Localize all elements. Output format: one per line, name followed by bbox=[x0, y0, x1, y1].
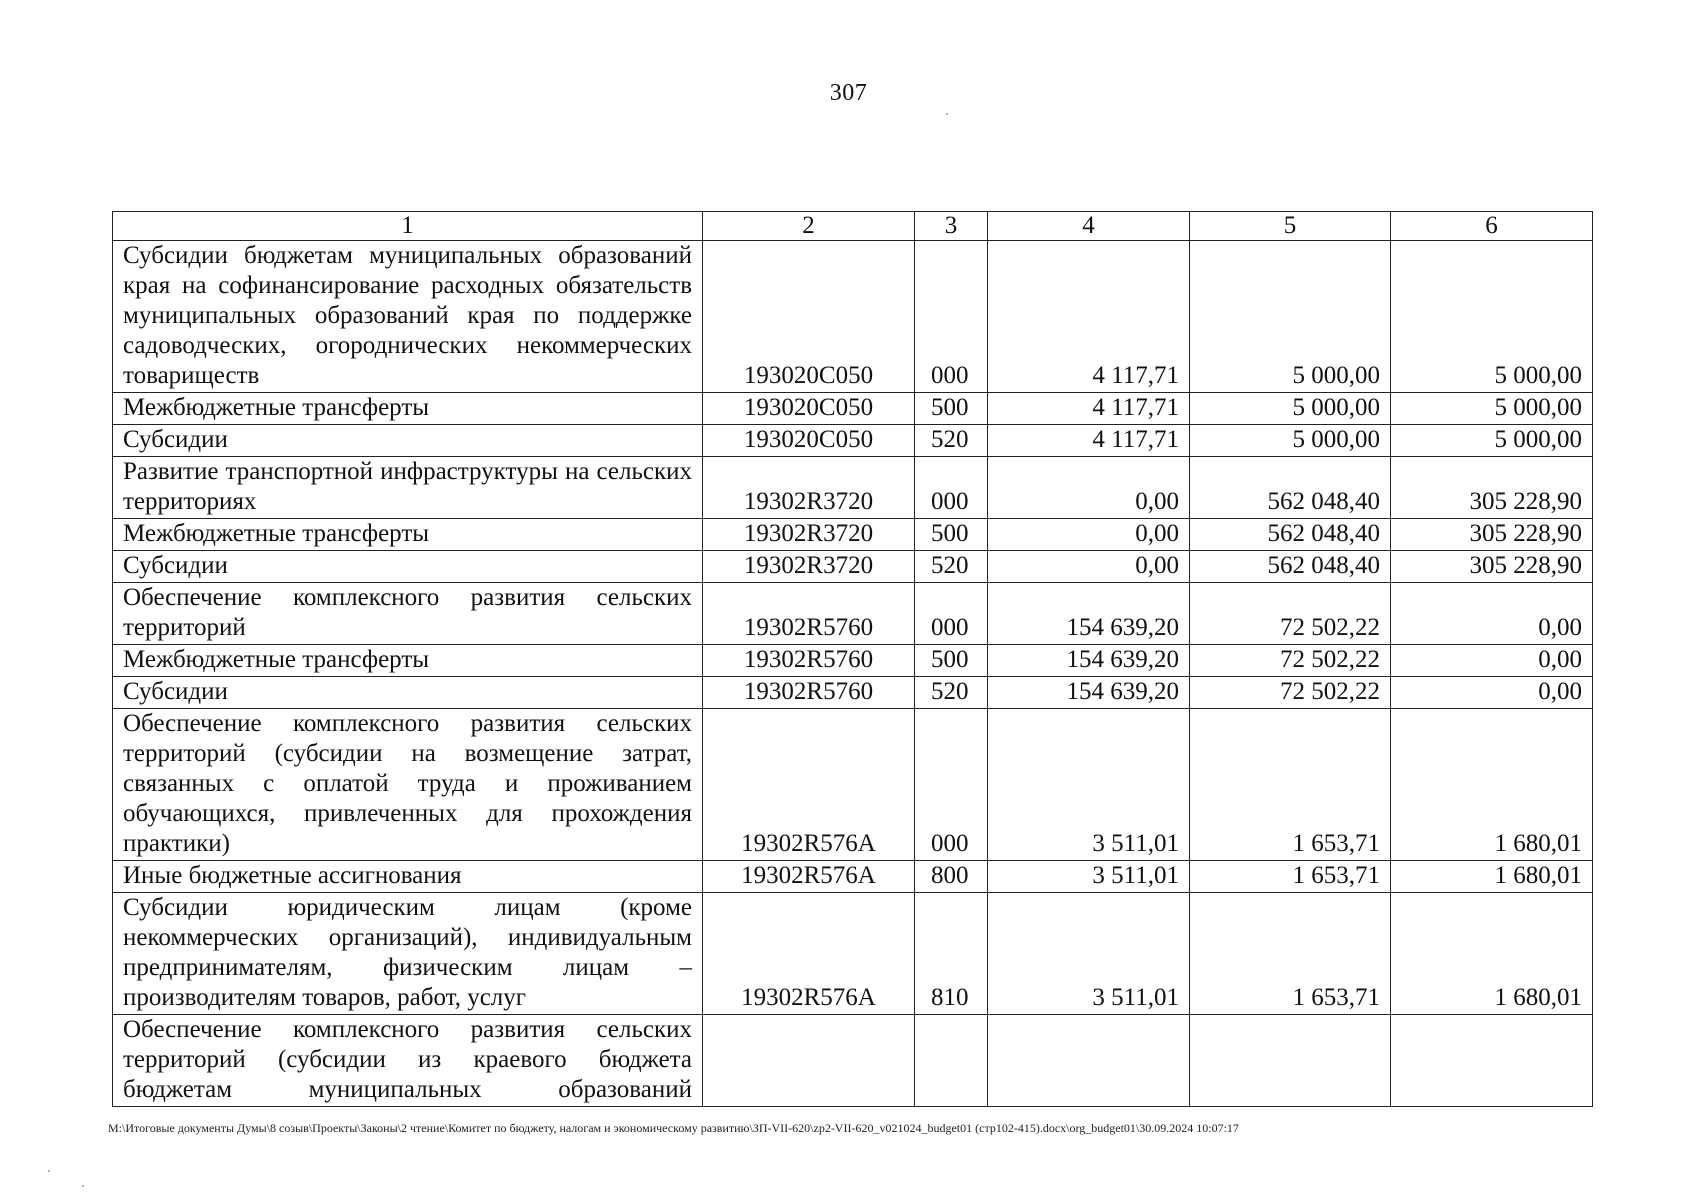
expense-type-code: 500 bbox=[915, 393, 988, 425]
expense-type-code: 000 bbox=[915, 583, 988, 645]
amount-col-6: 305 228,90 bbox=[1391, 457, 1593, 519]
table-row bbox=[113, 677, 1593, 709]
amount-col-4: 3 511,01 bbox=[988, 861, 1190, 893]
expense-name: Субсидии юридическим лицам (кроме некоммерческих организаций), индивидуальным предпринимателям, физическим лицам – производителям товаров, работ, услуг bbox=[113, 893, 703, 1015]
amount-col-5: 5 000,00 bbox=[1190, 241, 1391, 393]
amount-col-4: 4 117,71 bbox=[988, 425, 1190, 457]
amount-col-4: 154 639,20 bbox=[988, 677, 1190, 709]
amount-col-6 bbox=[1391, 1015, 1593, 1107]
amount-col-5: 72 502,22 bbox=[1190, 583, 1391, 645]
table-body bbox=[113, 212, 1593, 1107]
amount-col-6: 5 000,00 bbox=[1391, 425, 1593, 457]
target-article-code: 19302R3720 bbox=[703, 519, 915, 551]
scan-speck bbox=[946, 113, 948, 115]
expense-type-code: 500 bbox=[915, 519, 988, 551]
expense-type-code bbox=[915, 1015, 988, 1107]
amount-col-6: 5 000,00 bbox=[1391, 241, 1593, 393]
scan-speck bbox=[48, 1170, 50, 1172]
expense-type-code: 520 bbox=[915, 677, 988, 709]
expense-name: Обеспечение комплексного развития сельских территорий (субсидии на возмещение затрат, связанных с оплатой труда и проживанием обучающихся, привлеченных для прохождения практики) bbox=[113, 709, 703, 861]
expense-name: Субсидии бюджетам муниципальных образований края на софинансирование расходных обязательств муниципальных образований края по поддержке садоводческих, огороднических некоммерческих товариществ bbox=[113, 241, 703, 393]
expense-name: Субсидии bbox=[113, 425, 703, 457]
column-number-5: 5 bbox=[1190, 212, 1391, 241]
amount-col-6: 1 680,01 bbox=[1391, 861, 1593, 893]
amount-col-5: 562 048,40 bbox=[1190, 551, 1391, 583]
table-row bbox=[113, 393, 1593, 425]
target-article-code: 19302R3720 bbox=[703, 457, 915, 519]
expense-name: Межбюджетные трансферты bbox=[113, 645, 703, 677]
target-article-code bbox=[703, 1015, 915, 1107]
expense-name: Межбюджетные трансферты bbox=[113, 519, 703, 551]
expense-name: Обеспечение комплексного развития сельских территорий bbox=[113, 583, 703, 645]
target-article-code: 19302R5760 bbox=[703, 583, 915, 645]
target-article-code: 193020С050 bbox=[703, 393, 915, 425]
expense-name: Субсидии bbox=[113, 551, 703, 583]
expense-type-code: 000 bbox=[915, 457, 988, 519]
amount-col-5: 1 653,71 bbox=[1190, 861, 1391, 893]
column-number-3: 3 bbox=[915, 212, 988, 241]
document-file-path: M:\Итоговые документы Думы\8 созыв\Проекты\Законы\2 чтение\Комитет по бюджету, налогам и экономическому развитию\ЗП-VII-620\zp2-VII-620_v021024_budget01 (стр102-415).docx\org_budget01\30.09.2024 10:07:17 bbox=[108, 1121, 1239, 1135]
table-row bbox=[113, 709, 1593, 861]
table-row bbox=[113, 861, 1593, 893]
amount-col-6: 0,00 bbox=[1391, 645, 1593, 677]
target-article-code: 19302R576А bbox=[703, 709, 915, 861]
column-number-row bbox=[113, 212, 1593, 241]
amount-col-5: 72 502,22 bbox=[1190, 677, 1391, 709]
budget-table bbox=[112, 211, 1593, 1107]
amount-col-4: 0,00 bbox=[988, 519, 1190, 551]
amount-col-4: 0,00 bbox=[988, 551, 1190, 583]
amount-col-4 bbox=[988, 1015, 1190, 1107]
column-number-4: 4 bbox=[988, 212, 1190, 241]
amount-col-5: 5 000,00 bbox=[1190, 425, 1391, 457]
expense-name: Иные бюджетные ассигнования bbox=[113, 861, 703, 893]
amount-col-6: 305 228,90 bbox=[1391, 551, 1593, 583]
expense-type-code: 500 bbox=[915, 645, 988, 677]
column-number-1: 1 bbox=[113, 212, 703, 241]
target-article-code: 19302R5760 bbox=[703, 677, 915, 709]
amount-col-6: 1 680,01 bbox=[1391, 893, 1593, 1015]
expense-type-code: 520 bbox=[915, 551, 988, 583]
table-row bbox=[113, 583, 1593, 645]
table-row bbox=[113, 1015, 1593, 1107]
expense-name: Межбюджетные трансферты bbox=[113, 393, 703, 425]
amount-col-6: 0,00 bbox=[1391, 583, 1593, 645]
amount-col-5 bbox=[1190, 1015, 1391, 1107]
amount-col-5: 5 000,00 bbox=[1190, 393, 1391, 425]
column-number-6: 6 bbox=[1391, 212, 1593, 241]
expense-name: Субсидии bbox=[113, 677, 703, 709]
amount-col-5: 1 653,71 bbox=[1190, 893, 1391, 1015]
amount-col-6: 305 228,90 bbox=[1391, 519, 1593, 551]
target-article-code: 19302R3720 bbox=[703, 551, 915, 583]
amount-col-4: 4 117,71 bbox=[988, 393, 1190, 425]
column-number-2: 2 bbox=[703, 212, 915, 241]
target-article-code: 19302R5760 bbox=[703, 645, 915, 677]
amount-col-6: 1 680,01 bbox=[1391, 709, 1593, 861]
amount-col-5: 1 653,71 bbox=[1190, 709, 1391, 861]
amount-col-4: 0,00 bbox=[988, 457, 1190, 519]
target-article-code: 19302R576А bbox=[703, 893, 915, 1015]
expense-type-code: 810 bbox=[915, 893, 988, 1015]
target-article-code: 19302R576А bbox=[703, 861, 915, 893]
amount-col-5: 562 048,40 bbox=[1190, 457, 1391, 519]
amount-col-6: 0,00 bbox=[1391, 677, 1593, 709]
expense-type-code: 000 bbox=[915, 241, 988, 393]
amount-col-4: 3 511,01 bbox=[988, 893, 1190, 1015]
amount-col-5: 72 502,22 bbox=[1190, 645, 1391, 677]
amount-col-6: 5 000,00 bbox=[1391, 393, 1593, 425]
table-row bbox=[113, 425, 1593, 457]
target-article-code: 193020С050 bbox=[703, 241, 915, 393]
amount-col-4: 3 511,01 bbox=[988, 709, 1190, 861]
expense-name: Обеспечение комплексного развития сельских территорий (субсидии из краевого бюджета бюджетам муниципальных образований bbox=[113, 1015, 703, 1107]
table-row bbox=[113, 519, 1593, 551]
table-row bbox=[113, 551, 1593, 583]
amount-col-5: 562 048,40 bbox=[1190, 519, 1391, 551]
table-row bbox=[113, 457, 1593, 519]
expense-type-code: 800 bbox=[915, 861, 988, 893]
table-row bbox=[113, 241, 1593, 393]
scan-speck bbox=[82, 1185, 84, 1187]
page-number: 307 bbox=[829, 80, 868, 106]
table-row bbox=[113, 645, 1593, 677]
expense-type-code: 000 bbox=[915, 709, 988, 861]
target-article-code: 193020С050 bbox=[703, 425, 915, 457]
expense-type-code: 520 bbox=[915, 425, 988, 457]
table-row bbox=[113, 893, 1593, 1015]
amount-col-4: 154 639,20 bbox=[988, 645, 1190, 677]
amount-col-4: 154 639,20 bbox=[988, 583, 1190, 645]
expense-name: Развитие транспортной инфраструктуры на сельских территориях bbox=[113, 457, 703, 519]
amount-col-4: 4 117,71 bbox=[988, 241, 1190, 393]
